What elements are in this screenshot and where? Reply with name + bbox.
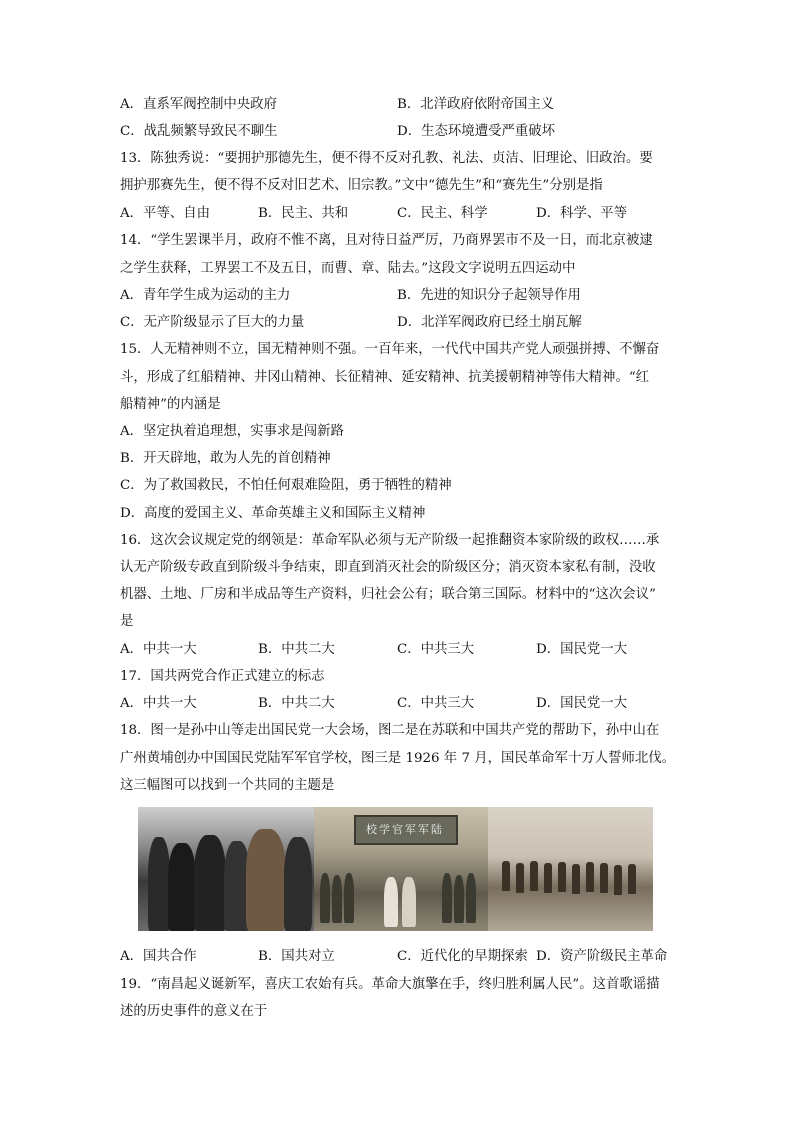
q12-option-b: B．北洋政府依附帝国主义 — [397, 97, 555, 112]
q16-option-c: C．中共三大 — [397, 642, 475, 657]
q16-stem-line-2: 认无产阶级专政直到阶级斗争结束，即直到消灭社会的阶级区分；消灭资本家私有制，没收 — [120, 560, 656, 575]
q17-option-d: D．国民党一大 — [536, 696, 628, 711]
q15-option-c: C．为了救国救民，不怕任何艰难险阻，勇于牺牲的精神 — [120, 478, 452, 493]
photo-northern-expedition — [488, 807, 653, 931]
q14-stem-line-2: 之学生获释，工界罢工不及五日，而曹、章、陆去。”这段文字说明五四运动中 — [120, 261, 576, 276]
q16-option-a: A．中共一大 — [120, 642, 197, 657]
q16-stem-line-4: 是 — [120, 614, 134, 629]
q17-stem: 17．国共两党合作正式建立的标志 — [120, 669, 325, 684]
q13-option-c: C．民主、科学 — [397, 206, 488, 221]
q18-option-b: B．国共对立 — [258, 949, 335, 964]
q15-option-b: B．开天辟地，敢为人先的首创精神 — [120, 451, 331, 466]
academy-gate-sign: 校学官军军陆 — [366, 823, 444, 836]
q15-stem-line-2: 斗，形成了红船精神、井冈山精神、长征精神、延安精神、抗美援朝精神等伟大精神。“红 — [120, 370, 650, 385]
q18-stem-line-1: 18．图一是孙中山等走出国民党一大会场，图二是在苏联和中国共产党的帮助下，孙中山在 — [120, 723, 660, 738]
q15-option-a: A．坚定执着追理想，实事求是闯新路 — [120, 424, 344, 439]
q18-option-c: C．近代化的早期探索 — [397, 949, 528, 964]
photo-kmt-congress-exit — [138, 807, 314, 931]
q14-option-c: C．无产阶级显示了巨大的力量 — [120, 315, 305, 330]
q13-option-d: D．科学、平等 — [536, 206, 628, 221]
q18-option-a: A．国共合作 — [120, 949, 197, 964]
photo-whampoa-academy — [314, 807, 488, 931]
q17-option-a: A．中共一大 — [120, 696, 197, 711]
q15-stem-line-1: 15．人无精神则不立，国无精神则不强。一百年来，一代代中国共产党人顽强拼搏、不懈奋 — [120, 342, 660, 357]
q13-stem-line-2: 拥护那赛先生，便不得不反对旧艺术、旧宗教。”文中“德先生”和“赛先生”分别是指 — [120, 178, 603, 193]
q14-stem-line-1: 14．“学生罢课半月，政府不惟不离，且对待日益严厉，乃商界罢市不及一日，而北京被逮 — [120, 233, 653, 248]
q16-stem-line-1: 16．这次会议规定党的纲领是：革命军队必须与无产阶级一起推翻资本家阶级的政权……承 — [120, 533, 660, 548]
q18-stem-line-3: 这三幅图可以找到一个共同的主题是 — [120, 778, 335, 793]
q14-option-a: A．青年学生成为运动的主力 — [120, 288, 291, 303]
q16-stem-line-3: 机器、土地、厂房和半成品等生产资料，归社会公有；联合第三国际。材料中的“这次会议” — [120, 587, 656, 602]
q16-option-d: D．国民党一大 — [536, 642, 628, 657]
q12-option-d: D．生态环境遭受严重破坏 — [397, 124, 556, 139]
q17-option-b: B．中共二大 — [258, 696, 335, 711]
q15-option-d: D．高度的爱国主义、革命英雄主义和国际主义精神 — [120, 506, 426, 521]
q15-stem-line-3: 船精神”的内涵是 — [120, 397, 221, 412]
q17-option-c: C．中共三大 — [397, 696, 475, 711]
q19-stem-line-2: 述的历史事件的意义在于 — [120, 1004, 268, 1019]
q18-stem-line-2: 广州黄埔创办中国国民党陆军军官学校，图三是 1926 年 7 月，国民革命军十万人誓师北伐。 — [120, 751, 676, 766]
q16-option-b: B．中共二大 — [258, 642, 335, 657]
q13-stem-line-1: 13．陈独秀说：“要拥护那德先生，便不得不反对孔教、礼法、贞洁、旧理论、旧政治。要 — [120, 151, 653, 166]
q12-option-c: C．战乱频繁导致民不聊生 — [120, 124, 278, 139]
q19-stem-line-1: 19．“南昌起义诞新军，喜庆工农始有兵。革命大旗擎在手，终归胜利属人民”。这首歌谣描 — [120, 977, 660, 992]
q13-option-a: A．平等、自由 — [120, 206, 211, 221]
q14-option-d: D．北洋军阀政府已经土崩瓦解 — [397, 315, 582, 330]
q12-option-a: A．直系军阀控制中央政府 — [120, 97, 277, 112]
q13-option-b: B．民主、共和 — [258, 206, 349, 221]
q14-option-b: B．先进的知识分子起领导作用 — [397, 288, 581, 303]
q18-option-d: D．资产阶级民主革命 — [536, 949, 668, 964]
